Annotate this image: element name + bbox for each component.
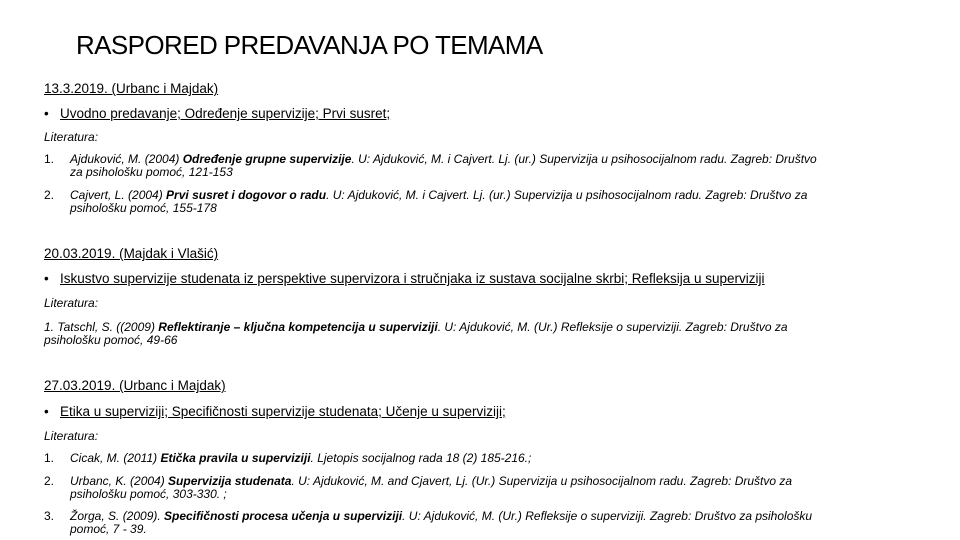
reference-number: 3. [44, 509, 55, 523]
reference-author: Žorga, S. (2009). [70, 509, 165, 523]
reference-title: Supervizija studenata [168, 474, 292, 488]
reference-number: 1. [44, 451, 55, 465]
bullet-icon: • [44, 404, 49, 419]
reference-author: Cicak, M. (2011) [70, 451, 161, 465]
reference-title: Specifičnosti procesa učenja u superviziji [164, 509, 403, 523]
reference-pages: pomoć, 7 - 39. [70, 522, 147, 536]
reference-title: Reflektiranje – ključna kompetencija u superviziji [158, 320, 438, 334]
reference-pages: psihološku pomoć, 49-66 [44, 333, 178, 347]
section-date: 20.03.2019. (Majdak i Vlašić) [44, 246, 219, 261]
reference-pages: za psihološku pomoć, 121-153 [70, 165, 233, 179]
topic-text: Iskustvo supervizije studenata iz perspektive supervizora i stručnjaka iz sustava socijalne skrbi; Refleksija u superviziji [60, 271, 765, 286]
reference-source: . U: Ajduković, M. (Ur.) Refleksije o superviziji. Zagreb: Društvo za psihološku [402, 509, 813, 523]
reference-title: Određenje grupne supervizije [182, 152, 352, 166]
reference-pages: psihološku pomoć, 155-178 [70, 201, 217, 215]
reference-source: . U: Ajduković, M. i Cajvert. Lj. (ur.) Supervizija u psihosocijalnom radu. Zagreb: Društvo za [326, 188, 808, 202]
section-topic [44, 106, 390, 121]
topic-text: Uvodno predavanje; Određenje supervizije; Prvi susret; [60, 106, 391, 121]
bullet-icon: • [44, 271, 49, 286]
reference-author: Ajduković, M. (2004) [70, 152, 183, 166]
section-topic [44, 271, 765, 286]
reference-source: . U: Ajduković, M. (Ur.) Refleksije o superviziji. Zagreb: Društvo za [437, 320, 788, 334]
reference-number: 2. [44, 188, 55, 202]
reference-source: . U: Ajduković, M. and Cjavert, Lj. (Ur.) Supervizija u psihosocijalnom radu. Zagreb: Društvo za [291, 474, 793, 488]
reference-number: 2. [44, 474, 55, 488]
bullet-icon: • [44, 106, 49, 121]
literature-label: Literatura: [44, 429, 99, 443]
section-date: 13.3.2019. (Urbanc i Majdak) [44, 81, 219, 96]
reference-source: . U: Ajduković, M. i Cajvert. Lj. (ur.) Supervizija u psihosocijalnom radu. Zagreb: Društvo [351, 152, 817, 166]
reference-source: . Ljetopis socijalnog rada 18 (2) 185-216.; [310, 451, 532, 465]
reference-author: Urbanc, K. (2004) [70, 474, 169, 488]
reference-author: 1. Tatschl, S. ((2009) [44, 320, 159, 334]
section-topic [44, 404, 506, 419]
reference-title: Prvi susret i dogovor o radu [166, 188, 327, 202]
reference-title: Etička pravila u superviziji [160, 451, 311, 465]
reference-number: 1. [44, 152, 55, 166]
page-title: RASPORED PREDAVANJA PO TEMAMA [76, 30, 543, 60]
literature-label: Literatura: [44, 296, 99, 310]
section-date: 27.03.2019. (Urbanc i Majdak) [44, 378, 226, 393]
topic-text: Etika u superviziji; Specifičnosti supervizije studenata; Učenje u superviziji; [60, 404, 506, 419]
reference-author: Cajvert, L. (2004) [70, 188, 167, 202]
reference-pages: psihološku pomoć, 303-330. ; [70, 487, 227, 501]
literature-label: Literatura: [44, 130, 99, 144]
